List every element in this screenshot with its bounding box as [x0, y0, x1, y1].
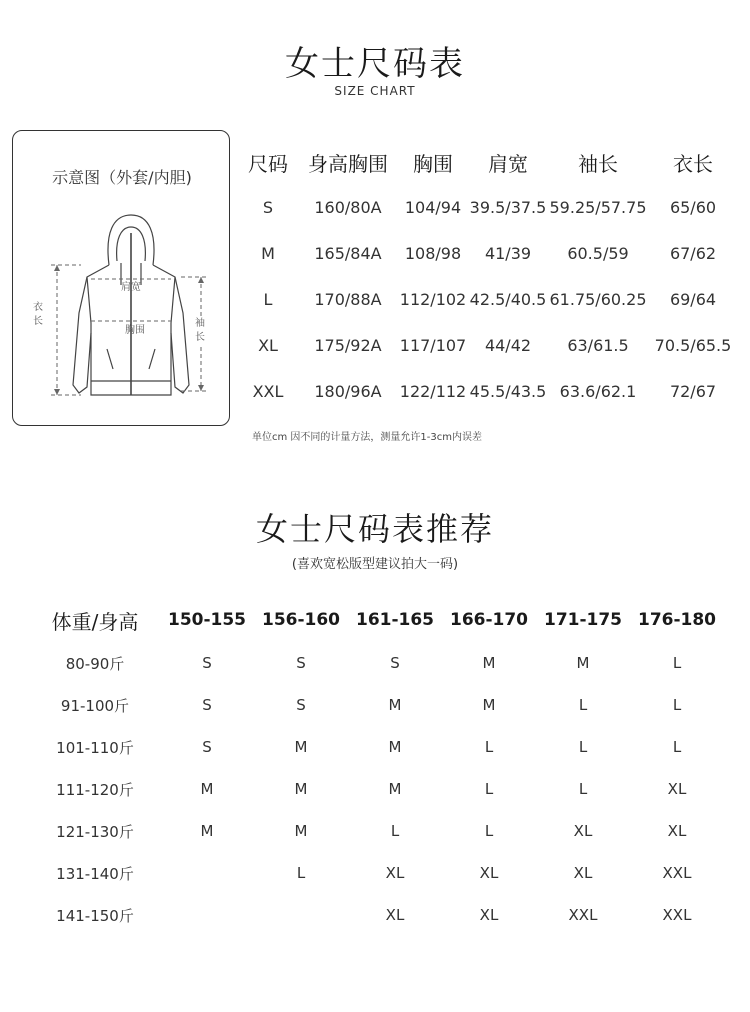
hooded-jacket-illustration — [21, 203, 221, 423]
table-cell: 42.5/40.5 — [469, 289, 547, 309]
table-cell: XL — [385, 906, 405, 924]
table-cell: 72/67 — [669, 381, 717, 401]
recommendation-title: 女士尺码表推荐 — [255, 510, 494, 548]
weight-label: 141-150斤 — [56, 906, 134, 925]
weight-label: 121-130斤 — [56, 822, 134, 841]
table-cell: L — [263, 289, 273, 309]
table-cell: S — [202, 738, 212, 756]
table-cell: XL — [479, 864, 499, 882]
table-cell: M — [200, 822, 214, 840]
chest-label: 胸围 — [125, 325, 145, 336]
table-cell: 39.5/37.5 — [469, 197, 547, 217]
table-cell: M — [294, 780, 308, 798]
recommendation-table — [30, 598, 750, 936]
length-label-text: 衣长 — [33, 302, 43, 327]
table-row — [30, 894, 750, 936]
table-cell: M — [294, 822, 308, 840]
table-cell: M — [576, 654, 590, 672]
table-cell: M — [200, 780, 214, 798]
corner-header: 体重/身高 — [51, 609, 139, 634]
table-cell: XL — [479, 906, 499, 924]
table-cell: 45.5/43.5 — [469, 381, 547, 401]
col-header-size: 尺码 — [248, 151, 288, 176]
table-cell: XXL — [662, 906, 692, 924]
table-cell: M — [388, 696, 402, 714]
table-cell: S — [296, 696, 306, 714]
table-cell: XL — [667, 822, 687, 840]
table-cell: L — [296, 864, 306, 882]
table-cell: L — [484, 738, 494, 756]
table-row — [30, 684, 750, 726]
table-cell: S — [202, 654, 212, 672]
table-cell: L — [578, 696, 588, 714]
table-row — [238, 322, 750, 368]
table-cell: M — [294, 738, 308, 756]
table-cell: 122/112 — [399, 381, 467, 401]
table-cell: M — [482, 696, 496, 714]
shoulder-label: 肩宽 — [121, 282, 141, 293]
table-cell: 65/60 — [669, 197, 717, 217]
table-cell: 104/94 — [404, 197, 462, 217]
table-row — [30, 810, 750, 852]
col-header-shoulder: 肩宽 — [488, 151, 528, 176]
table-cell: 175/92A — [314, 335, 382, 355]
table-cell: XXL — [568, 906, 598, 924]
table-row — [238, 184, 750, 230]
table-row — [238, 276, 750, 322]
weight-label: 111-120斤 — [56, 780, 134, 799]
table-cell: 180/96A — [314, 381, 382, 401]
table-cell: XL — [667, 780, 687, 798]
table-cell: 112/102 — [399, 289, 467, 309]
table-cell: XL — [573, 864, 593, 882]
table-cell: 117/107 — [399, 335, 467, 355]
height-col-header: 176-180 — [637, 610, 717, 630]
garment-diagram-panel — [12, 130, 230, 426]
table-cell: 41/39 — [484, 243, 532, 263]
table-cell: M — [482, 654, 496, 672]
size-chart-subtitle: SIZE CHART — [334, 84, 416, 98]
height-col-header: 150-155 — [167, 610, 247, 630]
size-chart-header-row — [238, 140, 750, 184]
table-cell: M — [388, 780, 402, 798]
table-cell: L — [672, 696, 682, 714]
table-cell: L — [578, 780, 588, 798]
table-cell: XXL — [252, 381, 284, 401]
height-col-header: 171-175 — [543, 610, 623, 630]
table-cell: S — [390, 654, 400, 672]
table-cell: L — [578, 738, 588, 756]
table-cell: 70.5/65.5 — [654, 335, 732, 355]
table-row — [30, 852, 750, 894]
table-cell: M — [388, 738, 402, 756]
table-cell: XL — [258, 335, 278, 355]
sleeve-label-text: 袖长 — [195, 318, 205, 343]
col-header-length: 衣长 — [673, 151, 713, 176]
weight-label: 101-110斤 — [56, 738, 134, 757]
diagram-caption: 示意图（外套/内胆) — [52, 168, 192, 187]
table-cell: 170/88A — [314, 289, 382, 309]
measurement-note: 单位cm 因不同的计量方法，测量允许1-3cm内误差 — [252, 432, 482, 443]
table-cell: L — [484, 780, 494, 798]
weight-label: 131-140斤 — [56, 864, 134, 883]
recommendation-subtitle: (喜欢宽松版型建议拍大一码) — [291, 557, 459, 572]
table-cell: XL — [385, 864, 405, 882]
table-cell: S — [202, 696, 212, 714]
table-cell: L — [484, 822, 494, 840]
height-col-header: 161-165 — [355, 610, 435, 630]
table-cell: 69/64 — [669, 289, 717, 309]
sleeve-label — [195, 317, 207, 345]
col-header-sleeve: 袖长 — [578, 151, 618, 176]
table-cell: L — [672, 654, 682, 672]
table-cell: 67/62 — [669, 243, 717, 263]
table-cell: 108/98 — [404, 243, 462, 263]
table-cell: M — [261, 243, 275, 263]
table-row — [30, 726, 750, 768]
height-col-header: 156-160 — [261, 610, 341, 630]
table-cell: XXL — [662, 864, 692, 882]
table-row — [30, 768, 750, 810]
table-cell: 61.75/60.25 — [549, 289, 647, 309]
weight-label: 91-100斤 — [60, 696, 130, 715]
table-cell: S — [262, 197, 274, 217]
table-cell: 160/80A — [314, 197, 382, 217]
table-cell: L — [672, 738, 682, 756]
length-label — [33, 301, 45, 329]
table-cell: L — [390, 822, 400, 840]
col-header-height-chest: 身高胸围 — [308, 151, 388, 176]
table-cell: 44/42 — [484, 335, 532, 355]
table-row — [238, 230, 750, 276]
table-cell: 60.5/59 — [567, 243, 629, 263]
table-cell: S — [296, 654, 306, 672]
table-cell: 59.25/57.75 — [549, 197, 647, 217]
table-row — [238, 368, 750, 414]
recommendation-header-row — [30, 598, 750, 642]
table-cell: 165/84A — [314, 243, 382, 263]
table-row — [30, 642, 750, 684]
table-cell: XL — [573, 822, 593, 840]
table-cell: 63/61.5 — [567, 335, 629, 355]
height-col-header: 166-170 — [449, 610, 529, 630]
col-header-chest: 胸围 — [413, 151, 453, 176]
table-cell: 63.6/62.1 — [559, 381, 637, 401]
weight-label: 80-90斤 — [65, 654, 125, 673]
size-chart-title: 女士尺码表 — [285, 44, 465, 84]
size-chart-table — [238, 140, 750, 414]
